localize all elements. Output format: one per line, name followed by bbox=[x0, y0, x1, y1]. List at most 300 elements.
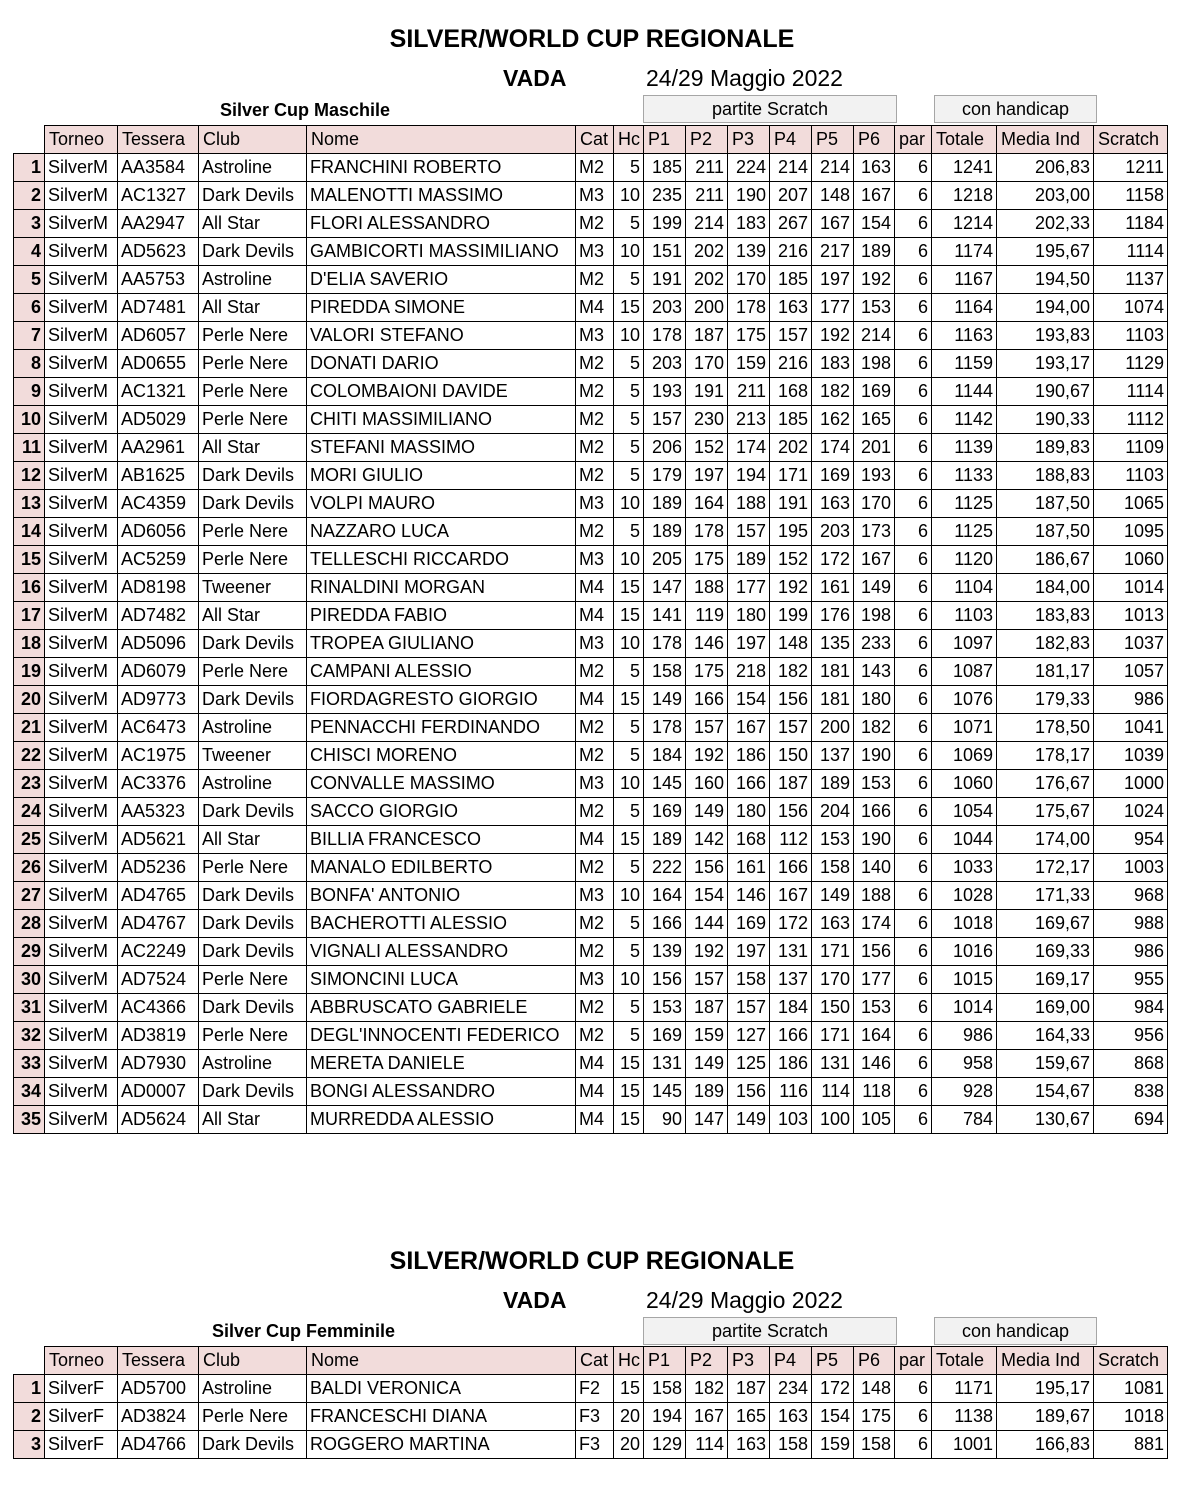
table-cell: AD0007 bbox=[118, 1078, 199, 1106]
rank-cell: 28 bbox=[14, 910, 45, 938]
table-cell: 1125 bbox=[932, 490, 997, 518]
table-cell: 153 bbox=[812, 826, 854, 854]
table-cell: 958 bbox=[932, 1050, 997, 1078]
table-cell: 158 bbox=[644, 1375, 686, 1403]
table-cell: SilverM bbox=[45, 1022, 118, 1050]
table-cell: 174,00 bbox=[997, 826, 1094, 854]
table-cell: 105 bbox=[854, 1106, 895, 1134]
table-row bbox=[14, 154, 1168, 182]
table-cell: 164 bbox=[854, 1022, 895, 1050]
table-cell: AD5621 bbox=[118, 826, 199, 854]
table-cell: 167 bbox=[770, 882, 812, 910]
table-cell: 189 bbox=[812, 770, 854, 798]
table-cell: SilverM bbox=[45, 210, 118, 238]
table-cell: 187 bbox=[686, 994, 728, 1022]
table-cell: D'ELIA SAVERIO bbox=[307, 266, 576, 294]
table-row bbox=[14, 518, 1168, 546]
table-cell: 179,33 bbox=[997, 686, 1094, 714]
table-cell: M4 bbox=[576, 574, 614, 602]
table-cell: 10 bbox=[614, 322, 644, 350]
table-row bbox=[14, 882, 1168, 910]
table-cell: M4 bbox=[576, 602, 614, 630]
column-header: Scratch bbox=[1094, 1347, 1168, 1375]
table-cell: AC1327 bbox=[118, 182, 199, 210]
table-cell: 175 bbox=[686, 546, 728, 574]
table-cell: 15 bbox=[614, 1078, 644, 1106]
table-cell: 165 bbox=[728, 1403, 770, 1431]
table-cell: 114 bbox=[812, 1078, 854, 1106]
table-cell: SilverM bbox=[45, 238, 118, 266]
table-cell: 193,83 bbox=[997, 322, 1094, 350]
table-cell: 178,50 bbox=[997, 714, 1094, 742]
table-cell: 6 bbox=[895, 938, 932, 966]
table-cell: 182 bbox=[686, 1375, 728, 1403]
table-cell: 161 bbox=[728, 854, 770, 882]
table-cell: 6 bbox=[895, 1078, 932, 1106]
table-cell: 187,50 bbox=[997, 490, 1094, 518]
table-cell: 150 bbox=[770, 742, 812, 770]
table-cell: 178 bbox=[644, 714, 686, 742]
table-cell: 6 bbox=[895, 1431, 932, 1459]
table-cell: 188 bbox=[728, 490, 770, 518]
table-cell: 6 bbox=[895, 210, 932, 238]
table-cell: M4 bbox=[576, 1050, 614, 1078]
table-cell: 6 bbox=[895, 462, 932, 490]
table-cell: 169 bbox=[728, 910, 770, 938]
table-cell: M2 bbox=[576, 378, 614, 406]
table-cell: 1014 bbox=[1094, 574, 1168, 602]
rank-cell: 30 bbox=[14, 966, 45, 994]
table-cell: 163 bbox=[728, 1431, 770, 1459]
table-cell: 159 bbox=[812, 1431, 854, 1459]
table-cell: 153 bbox=[854, 770, 895, 798]
table-cell: 1097 bbox=[932, 630, 997, 658]
table-cell: 1137 bbox=[1094, 266, 1168, 294]
table-cell: Dark Devils bbox=[199, 462, 307, 490]
table-cell: 171 bbox=[770, 462, 812, 490]
table-cell: 5 bbox=[614, 798, 644, 826]
table-cell: 178 bbox=[728, 294, 770, 322]
table-cell: 6 bbox=[895, 546, 932, 574]
table-cell: 157 bbox=[686, 714, 728, 742]
table-cell: 986 bbox=[932, 1022, 997, 1050]
table-cell: 186 bbox=[728, 742, 770, 770]
rank-cell: 1 bbox=[14, 154, 45, 182]
table-cell: 10 bbox=[614, 966, 644, 994]
table-cell: Dark Devils bbox=[199, 490, 307, 518]
table-cell: 159 bbox=[728, 350, 770, 378]
table-cell: 189,67 bbox=[997, 1403, 1094, 1431]
table-cell: M2 bbox=[576, 518, 614, 546]
table-cell: 955 bbox=[1094, 966, 1168, 994]
table-cell: 169 bbox=[644, 1022, 686, 1050]
table-cell: 5 bbox=[614, 462, 644, 490]
table-cell: 216 bbox=[770, 350, 812, 378]
table-cell: 190 bbox=[854, 742, 895, 770]
rank-cell: 5 bbox=[14, 266, 45, 294]
table-row bbox=[14, 182, 1168, 210]
table-cell: 6 bbox=[895, 350, 932, 378]
table-cell: 15 bbox=[614, 294, 644, 322]
table-cell: 189 bbox=[686, 1078, 728, 1106]
table-cell: 157 bbox=[770, 714, 812, 742]
table-cell: Dark Devils bbox=[199, 182, 307, 210]
table-cell: 5 bbox=[614, 994, 644, 1022]
table-row bbox=[14, 854, 1168, 882]
table-cell: M2 bbox=[576, 154, 614, 182]
column-header: P3 bbox=[728, 1347, 770, 1375]
table-cell: Dark Devils bbox=[199, 1078, 307, 1106]
table-cell: 191 bbox=[686, 378, 728, 406]
table-cell: 1015 bbox=[932, 966, 997, 994]
table-cell: 191 bbox=[644, 266, 686, 294]
table-cell: 192 bbox=[686, 742, 728, 770]
table-cell: AD5700 bbox=[118, 1375, 199, 1403]
table-row bbox=[14, 322, 1168, 350]
rank-cell: 13 bbox=[14, 490, 45, 518]
table-cell: 5 bbox=[614, 854, 644, 882]
table-cell: 190 bbox=[854, 826, 895, 854]
column-header: P6 bbox=[854, 126, 895, 154]
table-cell: 230 bbox=[686, 406, 728, 434]
table-cell: 158 bbox=[728, 966, 770, 994]
table-cell: 214 bbox=[854, 322, 895, 350]
table-cell: 137 bbox=[770, 966, 812, 994]
event-date: 24/29 Maggio 2022 bbox=[646, 65, 843, 91]
table-cell: AC6473 bbox=[118, 714, 199, 742]
table-cell: 146 bbox=[686, 630, 728, 658]
table-cell: 153 bbox=[854, 994, 895, 1022]
rank-cell: 29 bbox=[14, 938, 45, 966]
rank-cell: 12 bbox=[14, 462, 45, 490]
table-cell: 968 bbox=[1094, 882, 1168, 910]
table-cell: TROPEA GIULIANO bbox=[307, 630, 576, 658]
table-cell: 202 bbox=[770, 434, 812, 462]
table-cell: 170 bbox=[728, 266, 770, 294]
column-header: par bbox=[895, 126, 932, 154]
table-cell: BONFA' ANTONIO bbox=[307, 882, 576, 910]
table-cell: 1033 bbox=[932, 854, 997, 882]
table-cell: VALORI STEFANO bbox=[307, 322, 576, 350]
table-cell: Dark Devils bbox=[199, 686, 307, 714]
table-cell: MORI GIULIO bbox=[307, 462, 576, 490]
table-cell: 10 bbox=[614, 238, 644, 266]
table-row bbox=[14, 378, 1168, 406]
table-cell: 203 bbox=[812, 518, 854, 546]
table-cell: 157 bbox=[728, 994, 770, 1022]
rank-cell: 35 bbox=[14, 1106, 45, 1134]
column-header: Torneo bbox=[45, 126, 118, 154]
table-cell: 194,00 bbox=[997, 294, 1094, 322]
table-cell: 169 bbox=[854, 378, 895, 406]
table-cell: 157 bbox=[770, 322, 812, 350]
table-cell: 6 bbox=[895, 770, 932, 798]
table-row bbox=[14, 1431, 1168, 1459]
group-header-handicap: con handicap bbox=[934, 1317, 1097, 1345]
table-cell: 158 bbox=[644, 658, 686, 686]
table-cell: 156 bbox=[686, 854, 728, 882]
table-cell: AD8198 bbox=[118, 574, 199, 602]
table-cell: M2 bbox=[576, 434, 614, 462]
table-cell: 187,50 bbox=[997, 518, 1094, 546]
table-cell: 1103 bbox=[1094, 462, 1168, 490]
table-cell: 6 bbox=[895, 406, 932, 434]
table-cell: 1081 bbox=[1094, 1375, 1168, 1403]
table-cell: 175,67 bbox=[997, 798, 1094, 826]
table-cell: 166 bbox=[770, 1022, 812, 1050]
table-cell: 1076 bbox=[932, 686, 997, 714]
column-header: P1 bbox=[644, 1347, 686, 1375]
group-header-scratch: partite Scratch bbox=[643, 1317, 897, 1345]
table-cell: M3 bbox=[576, 882, 614, 910]
table-cell: SilverM bbox=[45, 518, 118, 546]
table-cell: AD6079 bbox=[118, 658, 199, 686]
table-cell: 200 bbox=[812, 714, 854, 742]
column-header: Cat bbox=[576, 1347, 614, 1375]
table-cell: Dark Devils bbox=[199, 882, 307, 910]
table-cell: 163 bbox=[812, 910, 854, 938]
table-cell: Perle Nere bbox=[199, 406, 307, 434]
table-cell: 185 bbox=[644, 154, 686, 182]
table-cell: 1103 bbox=[932, 602, 997, 630]
table-cell: SilverM bbox=[45, 714, 118, 742]
table-cell: 139 bbox=[728, 238, 770, 266]
table-cell: F2 bbox=[576, 1375, 614, 1403]
table-cell: AD5624 bbox=[118, 1106, 199, 1134]
table-cell: 158 bbox=[854, 1431, 895, 1459]
table-cell: F3 bbox=[576, 1403, 614, 1431]
table-cell: M2 bbox=[576, 350, 614, 378]
table-cell: 180 bbox=[854, 686, 895, 714]
table-cell: 6 bbox=[895, 182, 932, 210]
table-cell: Astroline bbox=[199, 154, 307, 182]
column-header: P3 bbox=[728, 126, 770, 154]
table-cell: FRANCHINI ROBERTO bbox=[307, 154, 576, 182]
table-cell: 214 bbox=[770, 154, 812, 182]
table-cell: Dark Devils bbox=[199, 1431, 307, 1459]
table-cell: 1167 bbox=[932, 266, 997, 294]
table-row bbox=[14, 1403, 1168, 1431]
table-cell: 153 bbox=[644, 994, 686, 1022]
table-cell: 235 bbox=[644, 182, 686, 210]
table-cell: 1211 bbox=[1094, 154, 1168, 182]
table-cell: 1114 bbox=[1094, 378, 1168, 406]
table-cell: 6 bbox=[895, 630, 932, 658]
table-cell: M2 bbox=[576, 798, 614, 826]
table-cell: 1016 bbox=[932, 938, 997, 966]
column-header: Totale bbox=[932, 126, 997, 154]
table-cell: M4 bbox=[576, 826, 614, 854]
table-cell: AA2947 bbox=[118, 210, 199, 238]
table-cell: 197 bbox=[686, 462, 728, 490]
table-cell: 166,83 bbox=[997, 1431, 1094, 1459]
table-cell: 1214 bbox=[932, 210, 997, 238]
table-cell: 192 bbox=[686, 938, 728, 966]
table-cell: 144 bbox=[686, 910, 728, 938]
rank-cell: 26 bbox=[14, 854, 45, 882]
table-cell: M2 bbox=[576, 714, 614, 742]
table-cell: 198 bbox=[854, 350, 895, 378]
table-cell: All Star bbox=[199, 434, 307, 462]
table-cell: AD7482 bbox=[118, 602, 199, 630]
table-cell: 6 bbox=[895, 798, 932, 826]
table-cell: 986 bbox=[1094, 938, 1168, 966]
table-cell: 15 bbox=[614, 574, 644, 602]
rank-cell: 3 bbox=[14, 210, 45, 238]
table-cell: 193,17 bbox=[997, 350, 1094, 378]
table-cell: 195 bbox=[770, 518, 812, 546]
table-cell: AD5623 bbox=[118, 238, 199, 266]
table-cell: Perle Nere bbox=[199, 518, 307, 546]
table-header-row bbox=[14, 126, 1168, 154]
table-cell: 179 bbox=[644, 462, 686, 490]
table-cell: F3 bbox=[576, 1431, 614, 1459]
rank-cell: 6 bbox=[14, 294, 45, 322]
table-cell: 204 bbox=[812, 798, 854, 826]
table-cell: 183 bbox=[812, 350, 854, 378]
table-cell: 188 bbox=[686, 574, 728, 602]
table-cell: All Star bbox=[199, 210, 307, 238]
table-cell: AC4359 bbox=[118, 490, 199, 518]
table-cell: 151 bbox=[644, 238, 686, 266]
table-cell: 986 bbox=[1094, 686, 1168, 714]
table-cell: SilverM bbox=[45, 826, 118, 854]
table-cell: 1060 bbox=[932, 770, 997, 798]
rank-cell: 25 bbox=[14, 826, 45, 854]
table-cell: SilverM bbox=[45, 406, 118, 434]
table-cell: 5 bbox=[614, 910, 644, 938]
table-cell: AD4766 bbox=[118, 1431, 199, 1459]
table-cell: 169,17 bbox=[997, 966, 1094, 994]
results-table-maschile bbox=[13, 125, 1168, 1134]
rank-cell: 16 bbox=[14, 574, 45, 602]
table-cell: 149 bbox=[812, 882, 854, 910]
table-cell: AD3819 bbox=[118, 1022, 199, 1050]
table-cell: 190,67 bbox=[997, 378, 1094, 406]
table-cell: 185 bbox=[770, 406, 812, 434]
table-cell: 188 bbox=[854, 882, 895, 910]
table-cell: 193 bbox=[854, 462, 895, 490]
table-cell: 224 bbox=[728, 154, 770, 182]
table-cell: DONATI DARIO bbox=[307, 350, 576, 378]
table-cell: 1000 bbox=[1094, 770, 1168, 798]
table-cell: AA2961 bbox=[118, 434, 199, 462]
table-cell: AD3824 bbox=[118, 1403, 199, 1431]
rank-cell: 7 bbox=[14, 322, 45, 350]
table-row bbox=[14, 574, 1168, 602]
table-cell: 148 bbox=[770, 630, 812, 658]
table-cell: 178,17 bbox=[997, 742, 1094, 770]
table-cell: 127 bbox=[728, 1022, 770, 1050]
table-cell: 178 bbox=[644, 630, 686, 658]
table-row bbox=[14, 602, 1168, 630]
table-cell: 1103 bbox=[1094, 322, 1168, 350]
table-cell: 173 bbox=[854, 518, 895, 546]
table-cell: AC2249 bbox=[118, 938, 199, 966]
table-cell: 145 bbox=[644, 770, 686, 798]
table-cell: 217 bbox=[812, 238, 854, 266]
rank-cell: 22 bbox=[14, 742, 45, 770]
table-cell: Tweener bbox=[199, 574, 307, 602]
table-cell: 213 bbox=[728, 406, 770, 434]
table-row bbox=[14, 826, 1168, 854]
table-cell: 163 bbox=[854, 154, 895, 182]
table-cell: 205 bbox=[644, 546, 686, 574]
table-cell: 1159 bbox=[932, 350, 997, 378]
table-cell: VIGNALI ALESSANDRO bbox=[307, 938, 576, 966]
table-cell: 267 bbox=[770, 210, 812, 238]
table-cell: 6 bbox=[895, 322, 932, 350]
rank-cell: 2 bbox=[14, 1403, 45, 1431]
table-cell: 157 bbox=[644, 406, 686, 434]
column-header: P4 bbox=[770, 1347, 812, 1375]
table-cell: SilverM bbox=[45, 882, 118, 910]
table-cell: 186,67 bbox=[997, 546, 1094, 574]
column-header: P1 bbox=[644, 126, 686, 154]
table-cell: 156 bbox=[728, 1078, 770, 1106]
table-cell: 157 bbox=[728, 518, 770, 546]
table-cell: 168 bbox=[728, 826, 770, 854]
table-cell: 6 bbox=[895, 966, 932, 994]
table-cell: All Star bbox=[199, 826, 307, 854]
table-cell: 1139 bbox=[932, 434, 997, 462]
table-cell: 192 bbox=[854, 266, 895, 294]
table-cell: 166 bbox=[728, 770, 770, 798]
group-header-scratch: partite Scratch bbox=[643, 95, 897, 123]
rank-cell: 20 bbox=[14, 686, 45, 714]
column-header: Nome bbox=[307, 1347, 576, 1375]
table-cell: Perle Nere bbox=[199, 966, 307, 994]
table-cell: 1074 bbox=[1094, 294, 1168, 322]
table-cell: AC3376 bbox=[118, 770, 199, 798]
table-cell: 90 bbox=[644, 1106, 686, 1134]
table-cell: 10 bbox=[614, 630, 644, 658]
table-cell: 182,83 bbox=[997, 630, 1094, 658]
section-subtitle: Silver Cup Femminile bbox=[212, 1321, 396, 1341]
table-cell: SilverM bbox=[45, 742, 118, 770]
table-cell: 6 bbox=[895, 1403, 932, 1431]
table-cell: MANALO EDILBERTO bbox=[307, 854, 576, 882]
table-cell: FRANCESCHI DIANA bbox=[307, 1403, 576, 1431]
table-cell: ROGGERO MARTINA bbox=[307, 1431, 576, 1459]
rank-cell: 32 bbox=[14, 1022, 45, 1050]
table-cell: MERETA DANIELE bbox=[307, 1050, 576, 1078]
table-cell: 188,83 bbox=[997, 462, 1094, 490]
column-header: Tessera bbox=[118, 1347, 199, 1375]
table-cell: 175 bbox=[728, 322, 770, 350]
table-cell: 6 bbox=[895, 1050, 932, 1078]
table-cell: AD7481 bbox=[118, 294, 199, 322]
table-cell: AA5753 bbox=[118, 266, 199, 294]
table-cell: SilverM bbox=[45, 854, 118, 882]
table-cell: PENNACCHI FERDINANDO bbox=[307, 714, 576, 742]
table-cell: SilverM bbox=[45, 182, 118, 210]
table-cell: 154,67 bbox=[997, 1078, 1094, 1106]
table-cell: 181 bbox=[812, 686, 854, 714]
table-row bbox=[14, 210, 1168, 238]
table-cell: 175 bbox=[854, 1403, 895, 1431]
table-cell: 207 bbox=[770, 182, 812, 210]
table-cell: M4 bbox=[576, 294, 614, 322]
table-cell: AD6056 bbox=[118, 518, 199, 546]
table-cell: 6 bbox=[895, 994, 932, 1022]
table-cell: 206,83 bbox=[997, 154, 1094, 182]
table-cell: 5 bbox=[614, 406, 644, 434]
table-cell: M3 bbox=[576, 966, 614, 994]
table-cell: 135 bbox=[812, 630, 854, 658]
table-cell: 167 bbox=[854, 182, 895, 210]
table-cell: 1120 bbox=[932, 546, 997, 574]
